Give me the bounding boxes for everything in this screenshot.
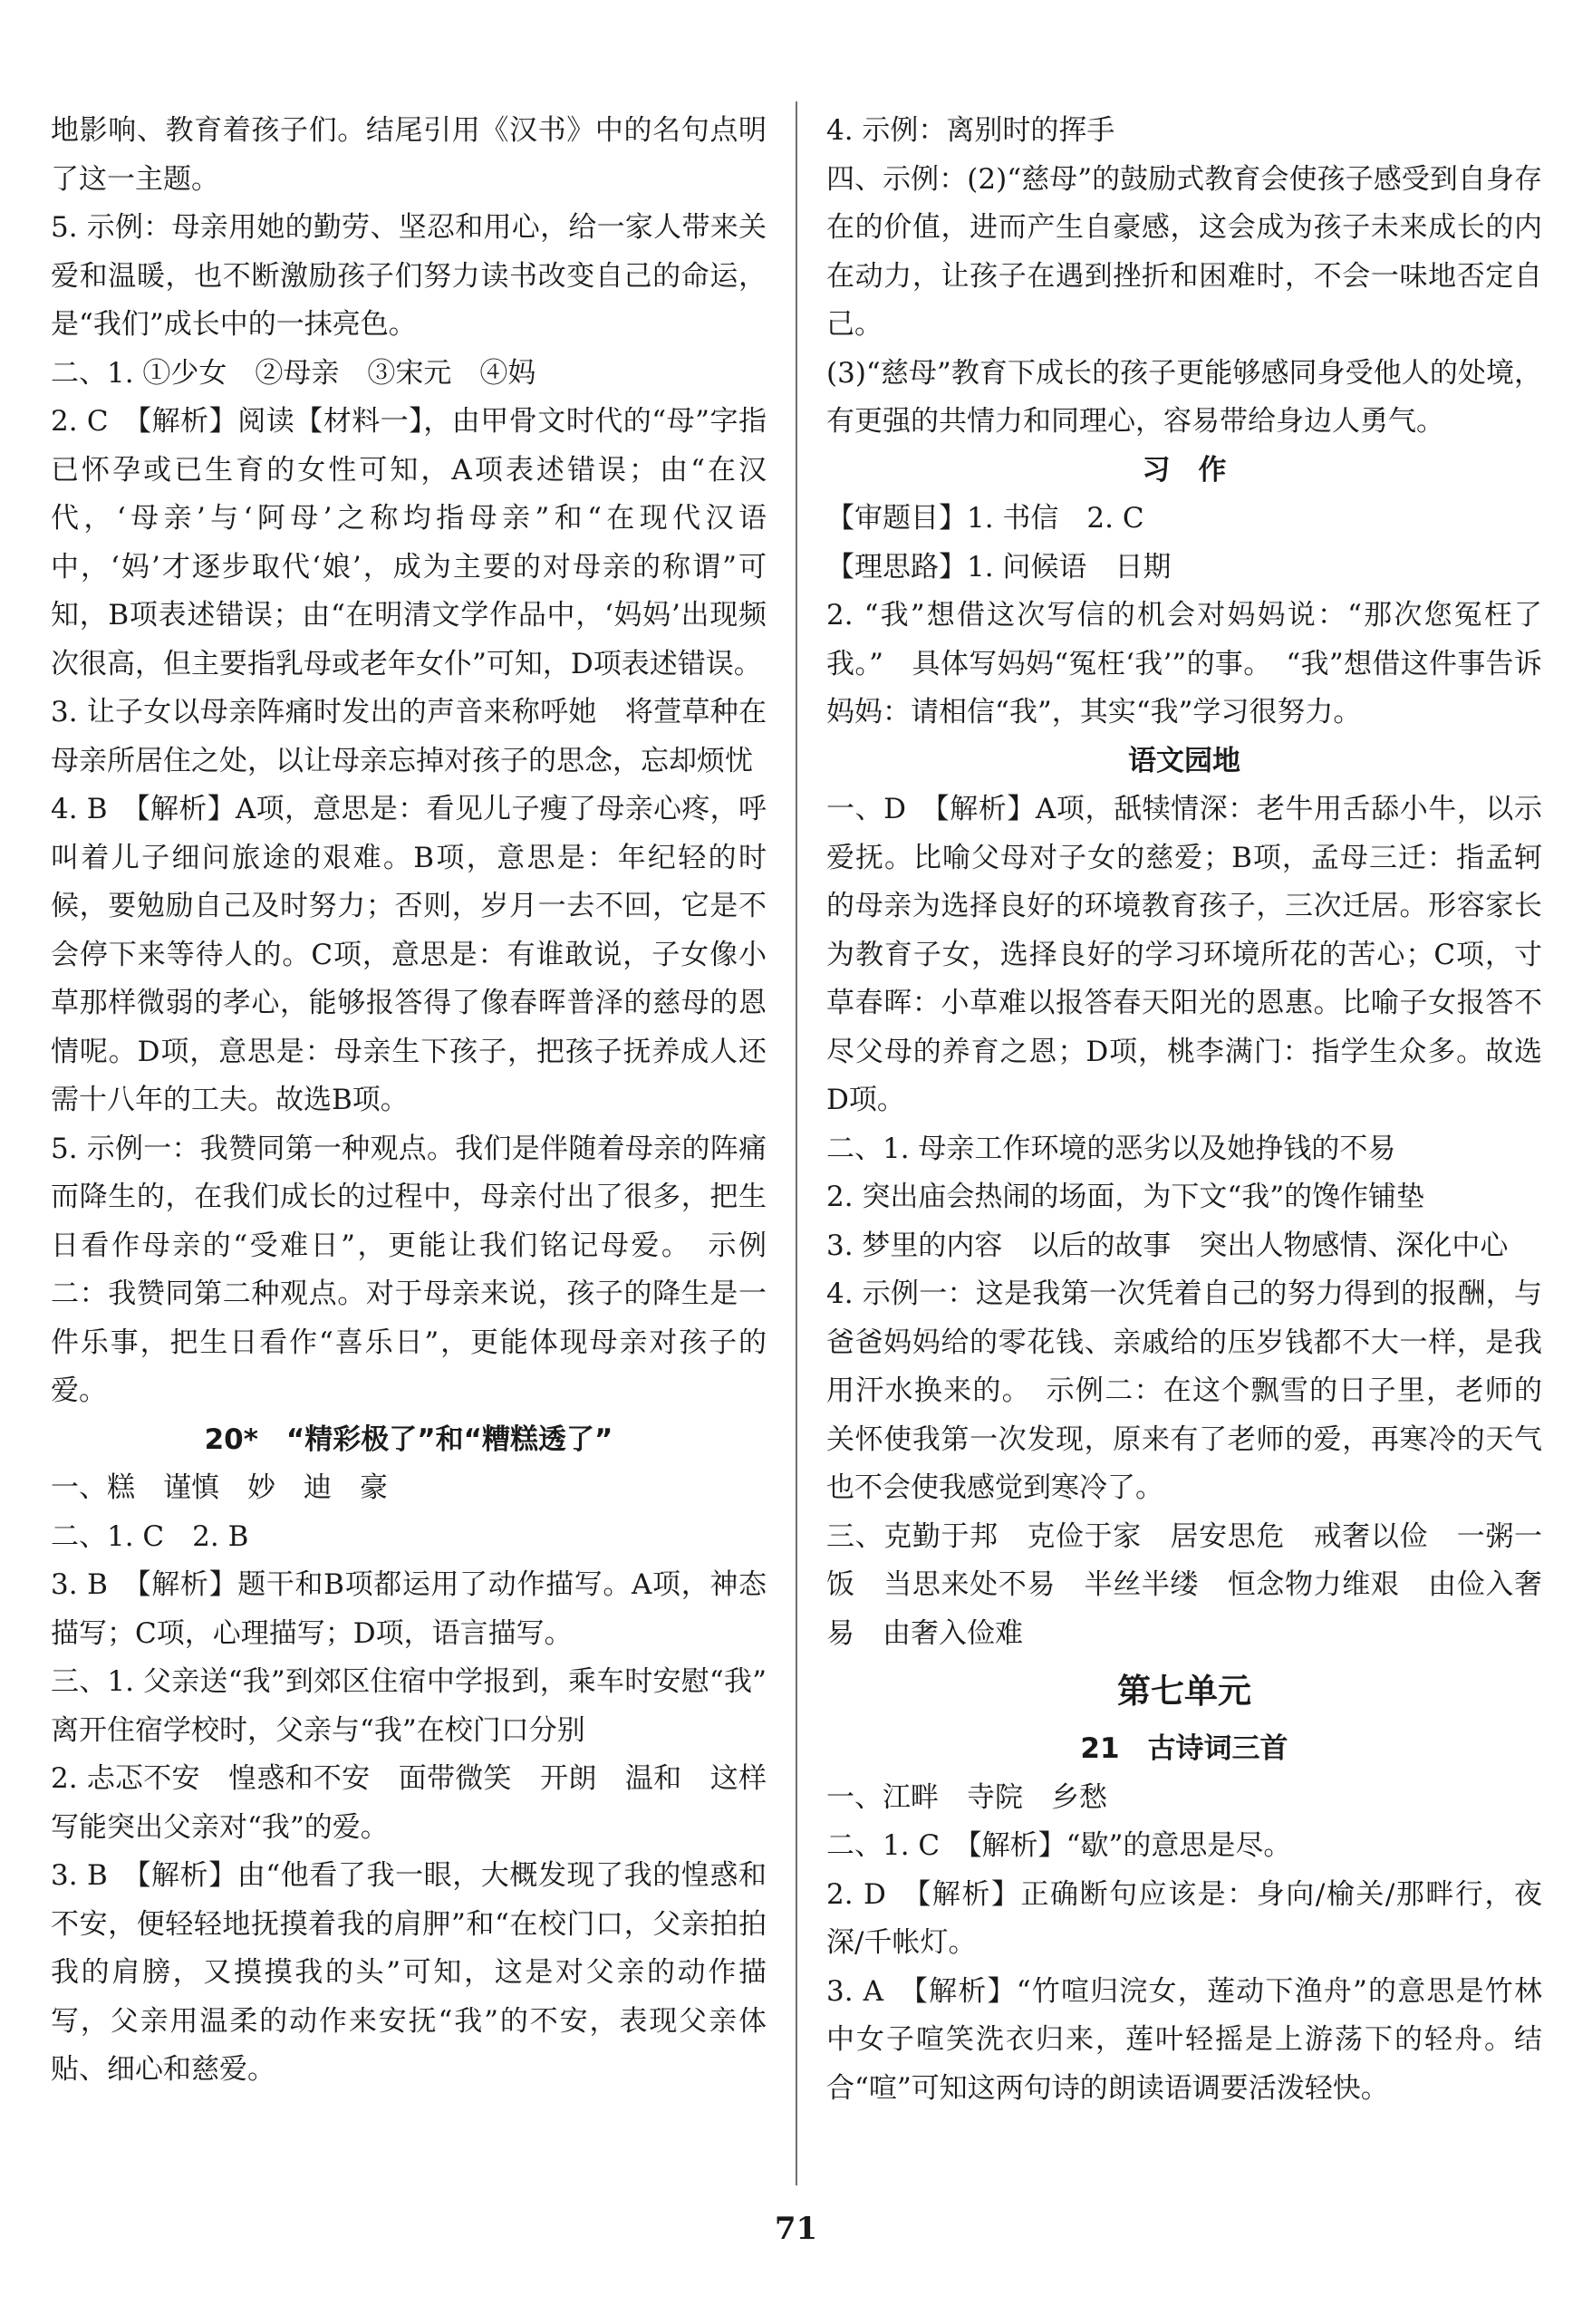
- section-heading: 语文园地: [1128, 744, 1240, 777]
- column-divider: [796, 101, 797, 2185]
- right-column: [826, 107, 1542, 2113]
- answer-paragraph: 一、江畔 寺院 乡愁: [826, 1780, 1107, 1814]
- left-column: [51, 107, 795, 2095]
- answer-paragraph: 5. 示例：母亲用她的勤劳、坚忍和用心，给一家人带来关爱和温暖，也不断激励孩子们努力读书改变自己的命运，是“我们”成长中的一抹亮色。: [51, 211, 767, 341]
- answer-paragraph: 【审题目】1. 书信 2. C: [826, 502, 1144, 535]
- answer-paragraph: 4. 示例一：这是我第一次凭着自己的努力得到的报酬，与爸爸妈妈给的零花钱、亲戚给的压岁钱都不大一样，是我用汗水换来的。 示例二：在这个飘雪的日子里，老师的关怀使我第一次发现，原来有了老师的爱，再寒冷的天气也不会使我感觉到寒冷了。: [826, 1278, 1542, 1504]
- answer-paragraph: (3)“慈母”教育下成长的孩子更能够感同身受他人的处境，有更强的共情力和同理心，容易带给身边人勇气。: [826, 356, 1542, 438]
- answer-paragraph: 3. B 【解析】题干和B项都运用了动作描写。A项，神态描写；C项，心理描写；D项，语言描写。: [51, 1568, 767, 1650]
- answer-paragraph: 一、D 【解析】A项，舐犊情深：老牛用舌舔小牛，以示爱抚。比喻父母对子女的慈爱；B项，孟母三迁：指孟轲的母亲为选择良好的环境教育孩子，三次迁居。形容家长为教育子女，选择良好的学习环境所花的苦心；C项，寸草春晖：小草难以报答春天阳光的恩惠。比喻子女报答不尽父母的养育之恩；D项，桃李满门：指学生众多。故选D项。: [826, 793, 1542, 1116]
- answer-paragraph: 四、示例：(2)“慈母”的鼓励式教育会使孩子感受到自身存在的价值，进而产生自豪感，这会成为孩子未来成长的内在动力，让孩子在遇到挫折和困难时，不会一味地否定自己。: [826, 162, 1542, 341]
- answer-paragraph: 3. 让子女以母亲阵痛时发出的声音来称呼她 将萱草种在母亲所居住之处，以让母亲忘掉对孩子的思念，忘却烦忧: [51, 696, 767, 777]
- answer-paragraph: 二、1. ①少女 ②母亲 ③宋元 ④妈: [51, 356, 536, 390]
- answer-paragraph: 2. “我”想借这次写信的机会对妈妈说：“那次您冤枉了我。” 具体写妈妈“冤枉‘我’”的事。 “我”想借这件事告诉妈妈：请相信“我”，其实“我”学习很努力。: [826, 599, 1542, 728]
- answer-paragraph: 二、1. C 2. B: [51, 1519, 249, 1553]
- answer-paragraph: 一、糕 谨慎 妙 迪 豪: [51, 1471, 388, 1504]
- page-number: 71: [774, 2211, 818, 2247]
- answer-paragraph: 【理思路】1. 问候语 日期: [826, 550, 1172, 583]
- unit-title: 第七单元: [1117, 1672, 1251, 1711]
- answer-paragraph: 2. 忐忑不安 惶惑和不安 面带微笑 开朗 温和 这样写能突出父亲对“我”的爱。: [51, 1762, 767, 1844]
- section-heading: 习 作: [1142, 453, 1227, 487]
- answer-paragraph: 2. 突出庙会热闹的场面，为下文“我”的馋作铺垫: [826, 1181, 1425, 1213]
- answer-paragraph: 5. 示例一：我赞同第一种观点。我们是伴随着母亲的阵痛而降生的，在我们成长的过程中，母亲付出了很多，把生日看作母亲的“受难日”，更能让我们铭记母爱。 示例二：我赞同第二种观点。对于母亲来说，孩子的降生是一件乐事，把生日看作“喜乐日”，更能体现母亲对孩子的爱。: [51, 1132, 767, 1407]
- answer-paragraph: 三、克勤于邦 克俭于家 居安思危 戒奢以俭 一粥一饭 当思来处不易 半丝半缕 恒念物力维艰 由俭入奢易 由奢入俭难: [826, 1519, 1542, 1650]
- section-heading: 20* “精彩极了”和“糟糕透了”: [204, 1422, 613, 1456]
- answer-paragraph: 2. D 【解析】正确断句应该是：身向/榆关/那畔行，夜深/千帐灯。: [826, 1877, 1542, 1959]
- answer-paragraph: 三、1. 父亲送“我”到郊区住宿中学报到，乘车时安慰“我” 离开住宿学校时，父亲与“我”在校门口分别: [51, 1665, 795, 1747]
- answer-paragraph: 2. C 【解析】阅读【材料一】，由甲骨文时代的“母”字指已怀孕或已生育的女性可知，A项表述错误；由“在汉代，‘母亲’与‘阿母’之称均指母亲”和“在现代汉语中，‘妈’才逐步取代‘娘’，成为主要的对母亲的称谓”可知，B项表述错误；由“在明清文学作品中，‘妈妈’出现频次很高，但主要指乳母或老年女仆”可知，D项表述错误。: [51, 405, 767, 680]
- answer-paragraph: 地影响、教育着孩子们。结尾引用《汉书》中的名句点明了这一主题。: [51, 114, 767, 196]
- answer-paragraph: 二、1. C 【解析】“歇”的意思是尽。: [826, 1829, 1292, 1862]
- section-heading: 21 古诗词三首: [1080, 1732, 1288, 1765]
- answer-paragraph: 4. B 【解析】A项，意思是：看见儿子瘦了母亲心疼，呼叫着儿子细问旅途的艰难。B项，意思是：年纪轻的时候，要勉励自己及时努力；否则，岁月一去不回，它是不会停下来等待人的。C项，意思是：有谁敢说，子女像小草那样微弱的孝心，能够报答得了像春晖普泽的慈母的恩情呢。D项，意思是：母亲生下孩子，把孩子抚养成人还需十八年的工夫。故选B项。: [51, 793, 767, 1116]
- answer-paragraph: 二、1. 母亲工作环境的恶劣以及她挣钱的不易: [826, 1132, 1396, 1165]
- answer-paragraph: 4. 示例：离别时的挥手: [826, 114, 1115, 147]
- answer-paragraph: 3. A 【解析】“竹喧归浣女，莲动下渔舟”的意思是竹林中女子喧笑洗衣归来，莲叶轻摇是上游荡下的轻舟。结合“喧”可知这两句诗的朗读语调要活泼轻快。: [826, 1974, 1542, 2105]
- answer-paragraph: 3. 梦里的内容 以后的故事 突出人物感情、深化中心: [826, 1229, 1509, 1262]
- answer-paragraph: 3. B 【解析】由“他看了我一眼，大概发现了我的惶惑和不安，便轻轻地抚摸着我的肩胛”和“在校门口，父亲拍拍我的肩膀，又摸摸我的头”可知，这是对父亲的动作描写，父亲用温柔的动作来安抚“我”的不安，表现父亲体贴、细心和慈爱。: [51, 1859, 767, 2086]
